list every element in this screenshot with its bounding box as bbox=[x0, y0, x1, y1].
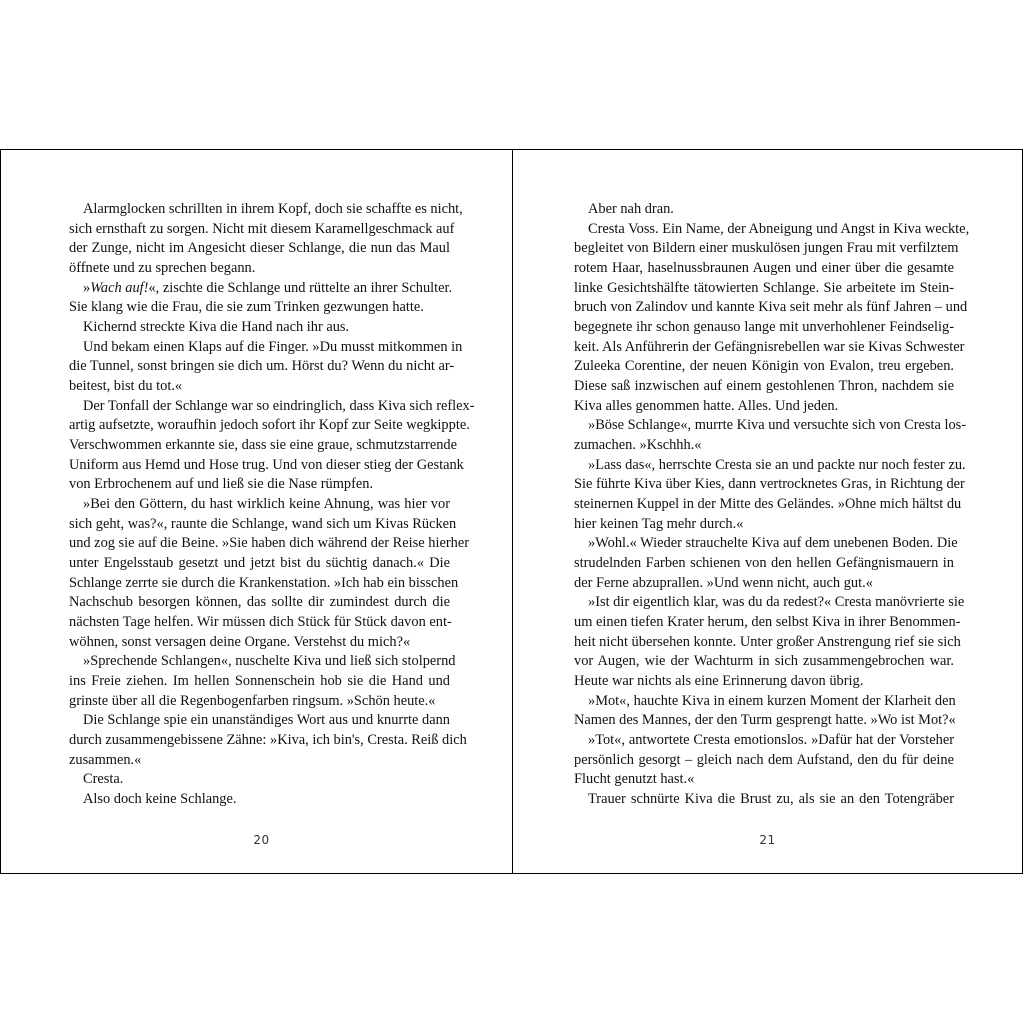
text-line: beitest, bist du tot.« bbox=[69, 378, 183, 395]
text-line: Trauer schnürte Kiva die Brust zu, als sie an den Totengräber bbox=[588, 791, 954, 808]
text-line: »Ist dir eigentlich klar, was du da redest?« Cresta manövrierte sie bbox=[588, 594, 965, 611]
text-line: rotem Haar, haselnussbraunen Augen und einer über die gesamte bbox=[574, 260, 954, 277]
text-line: »Sprechende Schlangen«, nuschelte Kiva und ließ sich stolpernd bbox=[83, 653, 456, 670]
text-line: und zog sie auf die Beine. »Sie haben dich während der Reise hierher bbox=[69, 535, 470, 552]
text-line: linke Gesichtshälfte tätowierten Schlange. Sie arbeitete im Stein- bbox=[574, 279, 954, 296]
right-page-text bbox=[574, 200, 970, 810]
text-line: »Böse Schlange«, murrte Kiva und versuchte sich von Cresta los- bbox=[588, 417, 967, 434]
text-line: Uniform aus Hemd und Hose trug. Und von dieser stieg der Gestank bbox=[69, 456, 464, 473]
italic-text: Wach auf! bbox=[90, 279, 149, 296]
text-line: strudelnden Farben schienen von den hellen Gefängnismauern in bbox=[574, 555, 954, 572]
text-line: grinste über all die Regenbogenfarben ringsum. »Schön heute.« bbox=[69, 692, 436, 709]
text-line: Alarmglocken schrillten in ihrem Kopf, doch sie schaffte es nicht, bbox=[83, 201, 463, 217]
text-line: Verschwommen erkannte sie, dass sie eine graue, schmutzstarrende bbox=[69, 437, 458, 454]
text-line: Nachschub besorgen können, das sollte dir zumindest durch die bbox=[69, 594, 450, 611]
text-line: »Bei den Göttern, du hast wirklich keine Ahnung, was hier vor bbox=[83, 496, 450, 513]
text-line: Schlange zerrte sie durch die Krankenstation. »Ich hab ein bisschen bbox=[69, 574, 459, 591]
text-line: bruch von Zalindov und kannte Kiva seit mehr als fünf Jahren – und bbox=[574, 299, 968, 316]
text-line: durch zusammengebissene Zähne: »Kiva, ich bin's, Cresta. Reiß dich bbox=[69, 732, 467, 749]
text-line: wöhnen, sonst versagen deine Organe. Verstehst du mich?« bbox=[69, 633, 411, 650]
text-line: Der Tonfall der Schlange war so eindringlich, dass Kiva sich reflex- bbox=[83, 397, 475, 414]
left-page-text bbox=[69, 200, 475, 810]
text-line: Zuleeka Corentine, der neuen Königin von Evalon, treu ergeben. bbox=[574, 358, 954, 375]
text-line: Diese saß inzwischen auf einem gestohlenen Thron, nachdem sie bbox=[574, 378, 954, 395]
text-line: zumachen. »Kschhh.« bbox=[574, 437, 702, 454]
text-line: sich geht, was?«, raunte die Schlange, wand sich um Kivas Rücken bbox=[69, 515, 457, 532]
text-line: heit nicht übersehen konnte. Unter großer Anstrengung rief sie sich bbox=[574, 633, 961, 650]
text-line: unter Engelsstaub gesetzt und jetzt bist du süchtig danach.« Die bbox=[69, 555, 450, 572]
text-line: der Zunge, nicht im Angesicht dieser Schlange, die nun das Maul bbox=[69, 240, 450, 257]
text-line: Flucht genutzt hast.« bbox=[574, 771, 695, 788]
text-line: Und bekam einen Klaps auf die Finger. »Du musst mitkommen in bbox=[83, 338, 463, 355]
text-line: Kiva alles genommen hatte. Alles. Und jeden. bbox=[574, 397, 839, 414]
text-line: steinernen Kuppel in der Mitte des Geländes. »Ohne mich hältst du bbox=[574, 496, 962, 513]
text-line: ins Freie ziehen. Im hellen Sonnenschein hob sie die Hand und bbox=[69, 673, 450, 690]
text-line: nächsten Tage helfen. Wir müssen dich Stück für Stück davon ent- bbox=[69, 614, 452, 631]
text-line: Cresta Voss. Ein Name, der Abneigung und Angst in Kiva weckte, bbox=[588, 220, 970, 237]
text-line: sich ernsthaft zu sorgen. Nicht mit diesem Karamellgeschmack auf bbox=[69, 220, 455, 237]
text-line: hier keinen Tag mehr durch.« bbox=[574, 515, 744, 532]
text-line: begleitet von Bildern einer muskulösen jungen Frau mit verfilztem bbox=[574, 240, 959, 257]
text-line: der Ferne abzuprallen. »Und wenn nicht, auch gut.« bbox=[574, 574, 873, 591]
page-number-left: 20 bbox=[253, 833, 270, 847]
text-line: zusammen.« bbox=[69, 751, 142, 768]
text-line: Die Schlange spie ein unanständiges Wort aus und knurrte dann bbox=[83, 712, 450, 729]
text-line: öffnete und zu sprechen begann. bbox=[69, 260, 256, 277]
text-line: um einen tiefen Krater herum, den selbst Kiva in ihrer Benommen- bbox=[574, 614, 961, 631]
text-line: Sie führte Kiva über Kies, dann vertrocknetes Gras, in Richtung der bbox=[574, 476, 965, 493]
text-line: Namen des Mannes, der den Turm gesprengt hatte. »Wo ist Mot?« bbox=[574, 712, 956, 729]
text-line: »Tot«, antwortete Cresta emotionslos. »Dafür hat der Vorsteher bbox=[588, 732, 954, 749]
text-line: von Erbrochenem auf und ließ sie die Nase rümpfen. bbox=[69, 476, 374, 493]
text-line: vor Augen, wie der Wachturm in sich zusammengebrochen war. bbox=[574, 653, 954, 670]
text-line: Also doch keine Schlange. bbox=[83, 791, 237, 808]
text-line: Cresta. bbox=[83, 771, 124, 788]
text-line: keit. Als Anführerin der Gefängnisrebellen war sie Kivas Schwester bbox=[574, 338, 965, 355]
text-line: Aber nah dran. bbox=[588, 201, 674, 217]
text-line: »Mot«, hauchte Kiva in einem kurzen Moment der Klarheit den bbox=[588, 692, 956, 709]
text-line: Kichernd streckte Kiva die Hand nach ihr aus. bbox=[83, 319, 350, 336]
text-line: artig aufsetzte, woraufhin jedoch sofort ihr Kopf zur Seite wegkippte. bbox=[69, 417, 470, 434]
text-line: Sie klang wie die Frau, die sie zum Trinken gezwungen hatte. bbox=[69, 299, 424, 316]
text-line: persönlich gesorgt – gleich nach dem Aufstand, den du für deine bbox=[574, 751, 954, 768]
text-line: »Lass das«, herrschte Cresta sie an und packte nur noch fester zu. bbox=[588, 456, 966, 473]
text-line: die Tunnel, sonst bringen sie dich um. Hörst du? Wenn du nicht ar- bbox=[69, 358, 455, 375]
right-page bbox=[513, 150, 1022, 873]
page-number-right: 21 bbox=[759, 833, 776, 847]
text-line: begegnete ihr schon genauso lange mit unverhohlener Feindselig- bbox=[574, 319, 954, 336]
text-line: Heute war nichts als eine Erinnerung davon übrig. bbox=[574, 673, 864, 690]
text-line: »Wach auf!«, zischte die Schlange und rüttelte an ihrer Schulter. bbox=[83, 279, 453, 296]
left-page bbox=[1, 150, 513, 873]
book-spread bbox=[0, 149, 1023, 874]
text-line: »Wohl.« Wieder strauchelte Kiva auf dem unebenen Boden. Die bbox=[588, 535, 958, 552]
